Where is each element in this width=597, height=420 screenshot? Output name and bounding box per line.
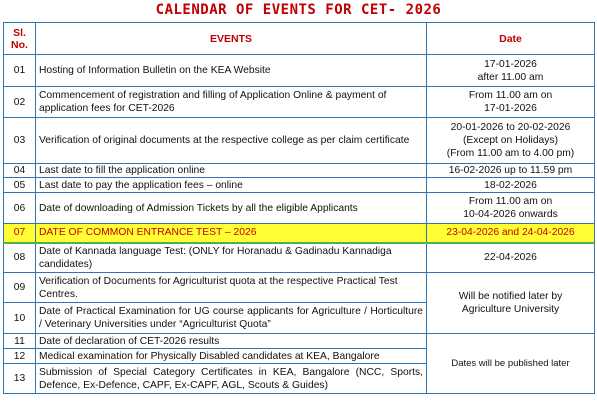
date-line: 10-04-2026 onwards: [463, 209, 558, 220]
row-date: 16-02-2026 up to 11.59 pm: [427, 164, 595, 178]
sl-header-line1: Sl.: [13, 26, 26, 39]
page-title: CALENDAR OF EVENTS FOR CET- 2026: [155, 2, 442, 18]
row-date: [427, 118, 595, 164]
date-line: 17-01-2026: [484, 58, 537, 70]
row-sl: 06: [4, 193, 36, 224]
row-sl: 09: [4, 273, 36, 303]
row-sl: 12: [4, 349, 36, 364]
table-row: [4, 334, 595, 349]
table-row: [4, 55, 595, 87]
row-date: 18-02-2026: [427, 178, 595, 193]
row-sl: 04: [4, 164, 36, 178]
date-line: after 11.00 am: [477, 71, 544, 83]
calendar-table: [3, 22, 595, 394]
row-sl: 07: [4, 224, 36, 243]
row-event: Commencement of registration and filling of Application Online & payment of application fees for CET-2026: [36, 87, 427, 118]
row-sl: 08: [4, 243, 36, 273]
sl-no-header: [4, 23, 36, 55]
row-event: Date of downloading of Admission Tickets by all the eligible Applicants: [36, 193, 427, 224]
date-line: Will be notified later by: [458, 291, 563, 302]
date-line: (From 11.00 am to 4.00 pm): [446, 148, 575, 159]
row-sl: 05: [4, 178, 36, 193]
row-event: Verification of Documents for Agriculturist quota at the respective Practical Test Centres.: [36, 273, 427, 303]
row-sl: 03: [4, 118, 36, 164]
date-line: Agriculture University: [461, 304, 560, 315]
row-event: Date of Kannada language Test: (ONLY for Horanadu & Gadinadu Kannadiga candidates): [36, 243, 427, 273]
table-row: [4, 273, 595, 303]
date-line: (Except on Holidays): [463, 135, 558, 146]
row-sl: 13: [4, 364, 36, 394]
row-event: Hosting of Information Bulletin on the KEA Website: [36, 55, 427, 87]
merged-date-published: Dates will be published later: [427, 334, 595, 394]
date-line: 17-01-2026: [484, 103, 537, 114]
row-date: [427, 55, 595, 87]
row-date: 23-04-2026 and 24-04-2026: [427, 224, 595, 243]
date-line: From 11.00 am on: [468, 90, 553, 101]
table-row: [4, 243, 595, 273]
table-row: [4, 164, 595, 178]
merged-date-notified: [427, 273, 595, 334]
sl-header-line2: No.: [11, 38, 28, 51]
row-event: Medical examination for Physically Disabled candidates at KEA, Bangalore: [36, 349, 427, 364]
row-event: Date of Practical Examination for UG course applicants for Agriculture / Horticulture / Veterinary Universities under “Agriculturist Quota”: [36, 303, 427, 334]
table-row: [4, 87, 595, 118]
table-row: [4, 178, 595, 193]
highlighted-row: [4, 224, 595, 243]
row-sl: 10: [4, 303, 36, 334]
date-line: 20-01-2026 to 20-02-2026: [450, 122, 571, 133]
row-sl: 01: [4, 55, 36, 87]
row-event: Submission of Special Category Certificates in KEA, Bangalore (NCC, Sports, Defence, Ex-Defence, CAPF, Ex-CAPF, AGL, Scouts & Guides): [36, 364, 427, 394]
events-header: EVENTS: [36, 23, 427, 55]
table-row: [4, 118, 595, 164]
row-event: Last date to pay the application fees – online: [36, 178, 427, 193]
row-date: [427, 87, 595, 118]
row-date: 22-04-2026: [427, 243, 595, 273]
table-row: [4, 193, 595, 224]
table-header-row: [4, 23, 595, 55]
row-date: [427, 193, 595, 224]
row-event: Date of declaration of CET-2026 results: [36, 334, 427, 349]
row-event: Verification of original documents at the respective college as per claim certificate: [36, 118, 427, 164]
date-header: Date: [427, 23, 595, 55]
row-sl: 11: [4, 334, 36, 349]
row-event: Last date to fill the application online: [36, 164, 427, 178]
date-line: From 11.00 am on: [468, 196, 553, 207]
row-sl: 02: [4, 87, 36, 118]
row-event: DATE OF COMMON ENTRANCE TEST – 2026: [36, 224, 427, 243]
